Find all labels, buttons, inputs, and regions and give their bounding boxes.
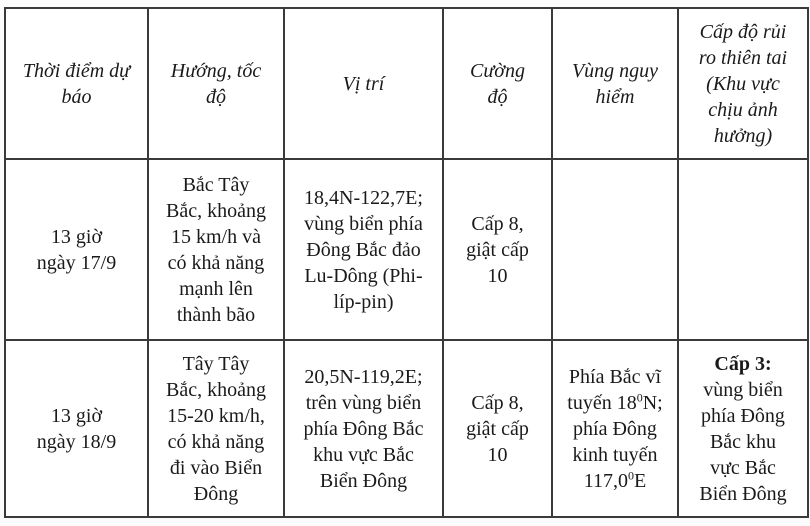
cell-risk-level: [678, 159, 808, 340]
header-risk-level: Cấp độ rủi ro thiên tai (Khu vực chịu ảnh hưởng): [678, 8, 808, 159]
table-row: [5, 159, 808, 340]
storm-forecast-table: [4, 7, 809, 518]
header-position: Vị trí: [284, 8, 443, 159]
cell-direction-speed: Tây Tây Bắc, khoảng 15-20 km/h, có khả năng đi vào Biển Đông: [148, 340, 284, 517]
risk-level-label: Cấp 3:: [714, 352, 772, 375]
header-intensity: Cường độ: [443, 8, 552, 159]
cell-position: 18,4N-122,7E; vùng biển phía Đông Bắc đảo Lu-Dông (Phi- líp-pin): [284, 159, 443, 340]
cell-intensity: Cấp 8, giật cấp 10: [443, 340, 552, 517]
cell-forecast-time: 13 giờ ngày 17/9: [5, 159, 148, 340]
cell-intensity: Cấp 8, giật cấp 10: [443, 159, 552, 340]
cell-danger-zone: [552, 159, 678, 340]
danger-zone-latitude: tuyến $18^0N$;: [567, 389, 663, 414]
cell-direction-speed: Bắc Tây Bắc, khoảng 15 km/h và có khả năng mạnh lên thành bão: [148, 159, 284, 340]
cell-risk-level: Cấp 3: vùng biển phía Đông Bắc khu vực Bắc Biển Đông: [678, 340, 808, 517]
table-row: [5, 340, 808, 517]
header-danger-zone: Vùng nguy hiểm: [552, 8, 678, 159]
header-row: [5, 8, 808, 159]
header-direction-speed: Hướng, tốc độ: [148, 8, 284, 159]
header-forecast-time: Thời điểm dự báo: [5, 8, 148, 159]
cell-danger-zone: Phía Bắc vĩ tuyến $18^0N$; phía Đông kinh tuyến 117,0$^0$E: [552, 340, 678, 517]
danger-zone-longitude: 117,0$^0$E: [583, 467, 647, 492]
cell-forecast-time: 13 giờ ngày 18/9: [5, 340, 148, 517]
cell-position: 20,5N-119,2E; trên vùng biển phía Đông Bắc khu vực Bắc Biển Đông: [284, 340, 443, 517]
